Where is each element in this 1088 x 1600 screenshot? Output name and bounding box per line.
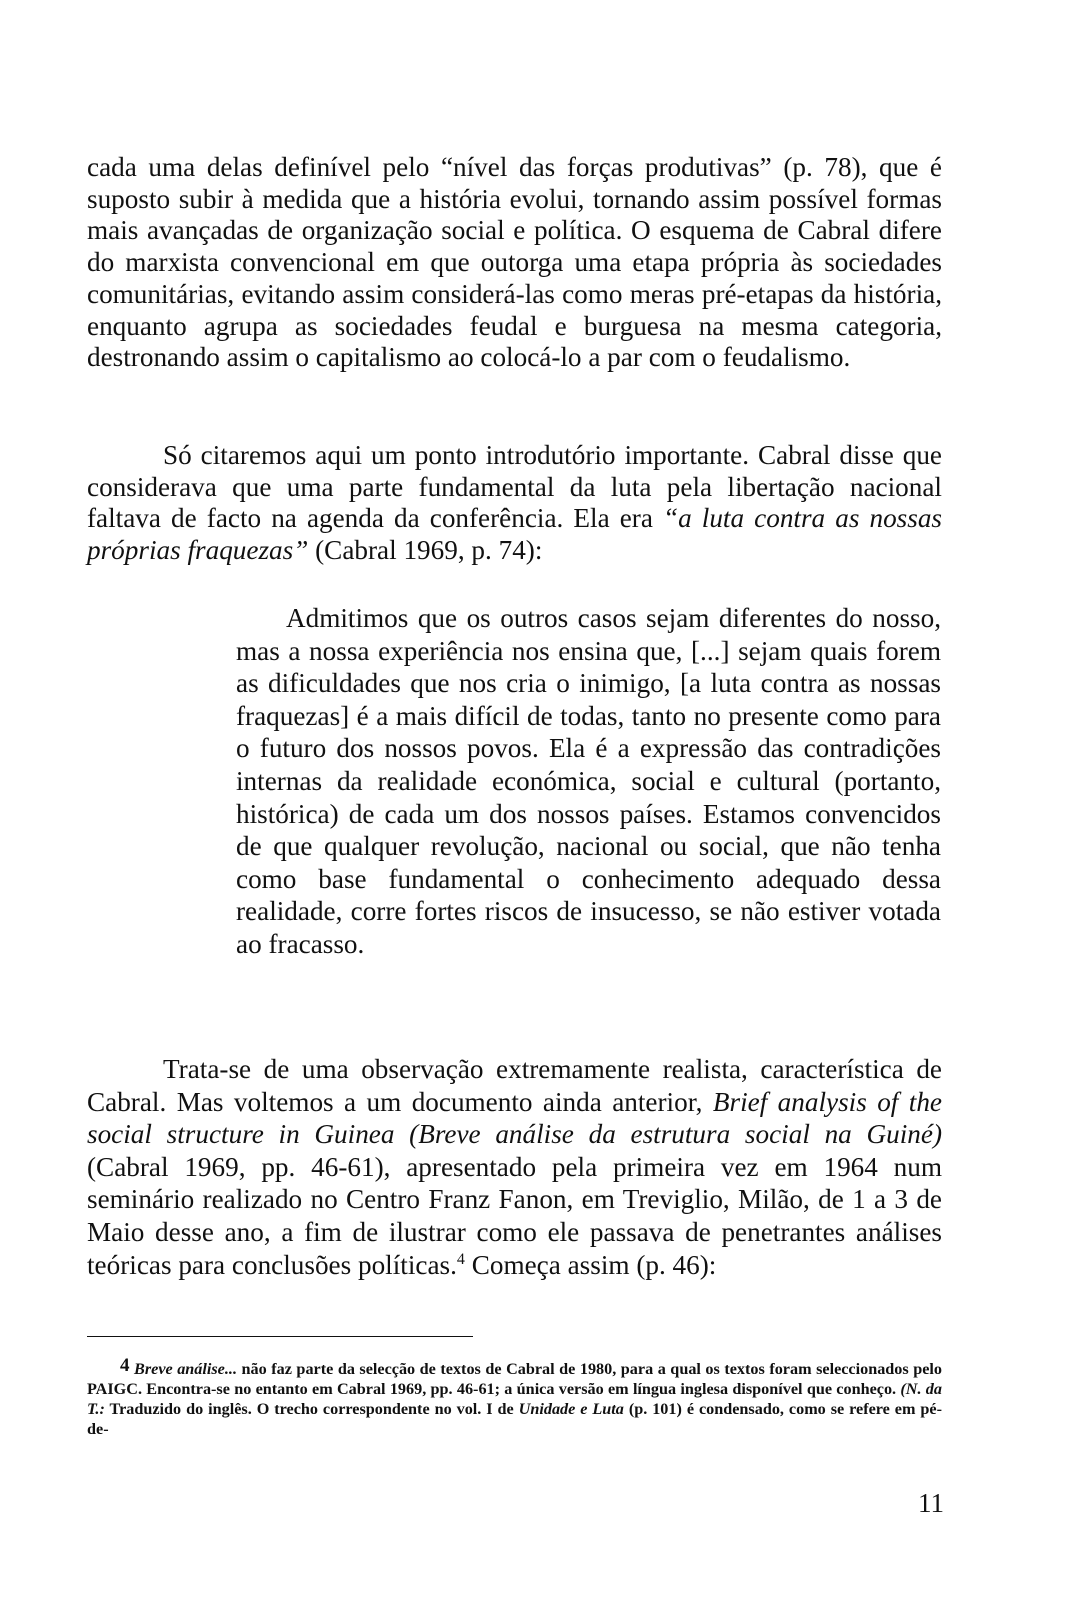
paragraph-3-title-italic: Brief analysis of the social structure in Guinea (Breve análise da estrutura social na Guiné) [87, 1086, 942, 1150]
paragraph-1-text: cada uma delas definível pelo “nível das forças produtivas” (p. 78), que é suposto subir à medida que a história evolui, tornando assim possível formas mais avançadas de organização social e política. O esquema de Cabral difere do marxista convencional em que outorga uma etapa própria às sociedades comunitárias, evitando assim considerá-las como meras pré-etapas da história, enquanto agrupa as sociedades feudal e burguesa na mesma categoria, destronando assim o capitalismo ao colocá-lo a par com o feudalismo. [87, 152, 942, 373]
paragraph-3-text-after: (Cabral 1969, pp. 46-61), apresentado pela primeira vez em 1964 num seminário realizado no Centro Franz Fanon, em Treviglio, Milão, de 1 a 3 de Maio desse ano, a fim de ilustrar como ele passava de penetrantes análises teóricas para conclusões políticas. [87, 1151, 942, 1280]
footnote-italic-work: Unidade e Luta [518, 1400, 624, 1418]
paragraph-3 [87, 1053, 942, 1281]
footnote-number: 4 [120, 1355, 130, 1376]
paragraph-3-text-before: Trata-se de uma observação extremamente realista, característica de Cabral. Mas voltemos a um documento ainda anterior, [87, 1054, 942, 1117]
paragraph-1 [87, 152, 942, 374]
footnote-text-a: não faz parte da selecção de textos de Cabral de 1980, para a qual os textos foram seleccionados pelo PAIGC. Encontra-se no entanto em Cabral 1969, pp. 46-61; a única versão em língua inglesa disponível que conheço. [87, 1360, 943, 1398]
paragraph-2 [87, 440, 942, 567]
footnote-4 [87, 1356, 942, 1439]
block-quote-text: Admitimos que os outros casos sejam diferentes do nosso, mas a nossa experiência nos ensina que, [...] sejam quais forem as dificuldades que nos cria o inimigo, [a luta contra as nossas fraquezas] é a mais difícil de todas, tanto no presente como para o futuro dos nossos povos. Ela é a expressão das contradições internas da realidade económica, social e cultural (portanto, histórica) de cada um dos nossos países. Estamos convencidos de que qualquer revolução, nacional ou social, que não tenha como base fundamental o conhecimento adequado dessa realidade, corre fortes riscos de insucesso, se não estiver votada ao fracasso. [236, 603, 941, 959]
paragraph-2-text-before: Só citaremos aqui um ponto introdutório importante. Cabral disse que considerava que uma parte fundamental da luta pela libertação nacional faltava de facto na agenda da conferência. Ela era [87, 440, 942, 534]
footnote-text-c: (p. 101) é condensado, como se refere em pé-de- [87, 1400, 943, 1438]
footnote-text-b: Traduzido do inglês. O trecho correspondente no vol. I de [104, 1400, 519, 1418]
paragraph-2-quote-italic: “a luta contra as nossas próprias fraquezas” [87, 503, 942, 566]
block-quote [236, 602, 941, 961]
page-number: 11 [918, 1488, 944, 1518]
footnote-italic-note: (N. da T.: [87, 1380, 942, 1418]
paragraph-3-text-end: Começa assim (p. 46): [464, 1249, 717, 1280]
footnote-divider [87, 1336, 473, 1337]
paragraph-2-text-after: (Cabral 1969, p. 74): [308, 535, 543, 566]
footnote-reference[interactable]: 4 [456, 1250, 465, 1268]
footnote-italic-title: Breve análise... [134, 1360, 238, 1378]
